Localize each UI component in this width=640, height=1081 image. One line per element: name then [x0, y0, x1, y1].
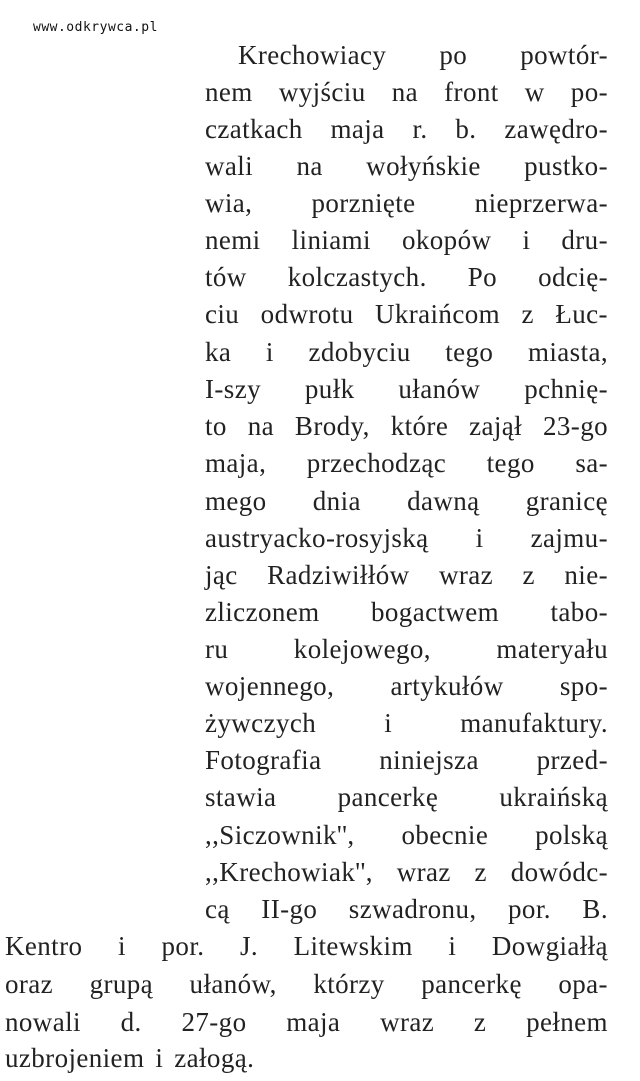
word: por. [161, 931, 205, 961]
word: dnia [312, 486, 361, 516]
word: Litewskim [293, 931, 413, 961]
word: maja [286, 1007, 341, 1037]
word: załogą. [174, 1043, 255, 1073]
word: uzbrojeniem [5, 1043, 145, 1073]
word: wojennego, [205, 671, 335, 701]
word: zdobyciu [308, 337, 411, 367]
word: Dowgiałłą [491, 931, 608, 961]
word: porznięte [311, 188, 416, 218]
word: nem [205, 77, 253, 107]
text-line [205, 299, 608, 331]
text-line [205, 560, 608, 592]
text-line [5, 969, 608, 1001]
text-line [5, 1007, 608, 1039]
word: pancerkę [421, 969, 522, 999]
text-line [205, 523, 608, 555]
word: sa- [575, 448, 608, 478]
word: z [522, 560, 535, 590]
word: pełnem [526, 1007, 608, 1037]
text-line [238, 40, 608, 72]
word: zajął [469, 411, 523, 441]
word: Ukraińcom [374, 299, 501, 329]
word: czatkach [205, 114, 303, 144]
word: Brody, [294, 411, 370, 441]
word: szwadronu, [348, 894, 477, 924]
website-watermark: www.odkrywca.pl [33, 20, 158, 35]
word: ukraińską [499, 782, 608, 812]
text-line [205, 671, 608, 703]
word: austryacko-rosyjską [205, 523, 429, 553]
word: wia, [205, 188, 253, 218]
word: dru- [561, 225, 608, 255]
text-line [205, 188, 608, 220]
text-line [205, 634, 608, 666]
word: ,,Krechowiak'', [205, 857, 373, 887]
word: na [247, 411, 275, 441]
text-line [5, 931, 608, 963]
word: odwrotu [260, 299, 354, 329]
word: wołyńskie [366, 151, 481, 181]
word: tego [486, 448, 535, 478]
word: nie- [564, 560, 608, 590]
text-line [205, 708, 608, 740]
text-line [205, 597, 608, 629]
word: pułk [304, 374, 355, 404]
word: wraz [439, 560, 494, 590]
word: tów [205, 262, 247, 292]
word: okopów [401, 225, 492, 255]
word: wraz [380, 1007, 435, 1037]
word: dowódc- [510, 857, 608, 887]
word: maja, [205, 448, 267, 478]
text-line [205, 77, 608, 109]
word: materyału [496, 634, 608, 664]
text-line [205, 374, 608, 406]
word: II-go [261, 894, 318, 924]
text-line [205, 448, 608, 480]
text-line [5, 1043, 608, 1075]
word: przechodząc [306, 448, 447, 478]
word: wyjściu [278, 77, 366, 107]
word: miasta, [527, 337, 608, 367]
text-line [205, 411, 608, 443]
word: jąc [205, 560, 238, 590]
word: Po [467, 262, 498, 292]
word: ,,Siczownik'', [205, 820, 355, 850]
word: ułanów, [189, 969, 277, 999]
text-line [205, 114, 608, 146]
word: kolczastych. [287, 262, 427, 292]
word: pchnię- [524, 374, 608, 404]
word: po- [570, 77, 608, 107]
word: granicę [525, 486, 608, 516]
text-line [205, 894, 608, 926]
word: to [205, 411, 227, 441]
word: i [265, 337, 274, 367]
word: powtór- [520, 40, 608, 70]
word: dawną [407, 486, 480, 516]
word: nemi [205, 225, 261, 255]
text-line [205, 262, 608, 294]
word: maja [330, 114, 385, 144]
word: niniejsza [379, 745, 479, 775]
text-line [205, 745, 608, 777]
word: wali [205, 151, 254, 181]
word: mego [205, 486, 267, 516]
word: polską [535, 820, 608, 850]
word: d. [120, 1007, 142, 1037]
word: zajmu- [530, 523, 608, 553]
word: pancerkę [337, 782, 439, 812]
word: w [524, 77, 545, 107]
word: Fotografia [205, 745, 322, 775]
text-line [205, 782, 608, 814]
word: pustko- [524, 151, 608, 181]
word: przed- [536, 745, 608, 775]
word: z [473, 1007, 487, 1037]
word: oraz [5, 969, 54, 999]
word: po [439, 40, 468, 70]
word: ułanów [398, 374, 481, 404]
word: ka [205, 337, 232, 367]
word: obecnie [401, 820, 489, 850]
word: J. [239, 931, 259, 961]
word: I-szy [205, 374, 261, 404]
word: odcię- [538, 262, 608, 292]
word: i [448, 931, 457, 961]
word: b. [455, 114, 477, 144]
word: którzy [313, 969, 385, 999]
word: kolejowego, [293, 634, 431, 664]
word: Radziwiłłów [267, 560, 410, 590]
word: por. [508, 894, 551, 924]
word: na [391, 77, 419, 107]
word: 27-go [181, 1007, 247, 1037]
word: i [475, 523, 484, 553]
word: tabo- [550, 597, 608, 627]
word: ciu [205, 299, 240, 329]
word: zliczonem [205, 597, 320, 627]
word: ru [205, 634, 229, 664]
word: spo- [559, 671, 608, 701]
word: które [390, 411, 449, 441]
word: nieprzerwa- [474, 188, 608, 218]
word: i [118, 931, 126, 961]
word: na [296, 151, 323, 181]
text-line [205, 225, 608, 257]
word: Łuc- [555, 299, 608, 329]
word: i [522, 225, 531, 255]
word: żywczych [205, 708, 317, 738]
word: wraz [396, 857, 451, 887]
text-line [205, 151, 608, 183]
word: opa- [558, 969, 608, 999]
word: stawia [205, 782, 277, 812]
word: z [521, 299, 534, 329]
word: z [474, 857, 487, 887]
word: grupą [89, 969, 154, 999]
word: liniami [291, 225, 371, 255]
word: nowali [5, 1007, 81, 1037]
text-line [205, 857, 608, 889]
word: bogactwem [371, 597, 500, 627]
word: tego [445, 337, 494, 367]
text-line [205, 820, 608, 852]
word: Kentro [5, 931, 83, 961]
word: zawędro- [504, 114, 608, 144]
word: front [444, 77, 499, 107]
word: manufaktury. [460, 708, 608, 738]
word: r. [412, 114, 428, 144]
text-line [205, 486, 608, 518]
word: B. [582, 894, 608, 924]
word: i [384, 708, 393, 738]
text-line [205, 337, 608, 369]
word: i [155, 1043, 164, 1073]
word: cą [205, 894, 230, 924]
word: Krechowiacy [238, 40, 387, 70]
word: 23-go [543, 411, 608, 441]
word: artykułów [390, 671, 504, 701]
